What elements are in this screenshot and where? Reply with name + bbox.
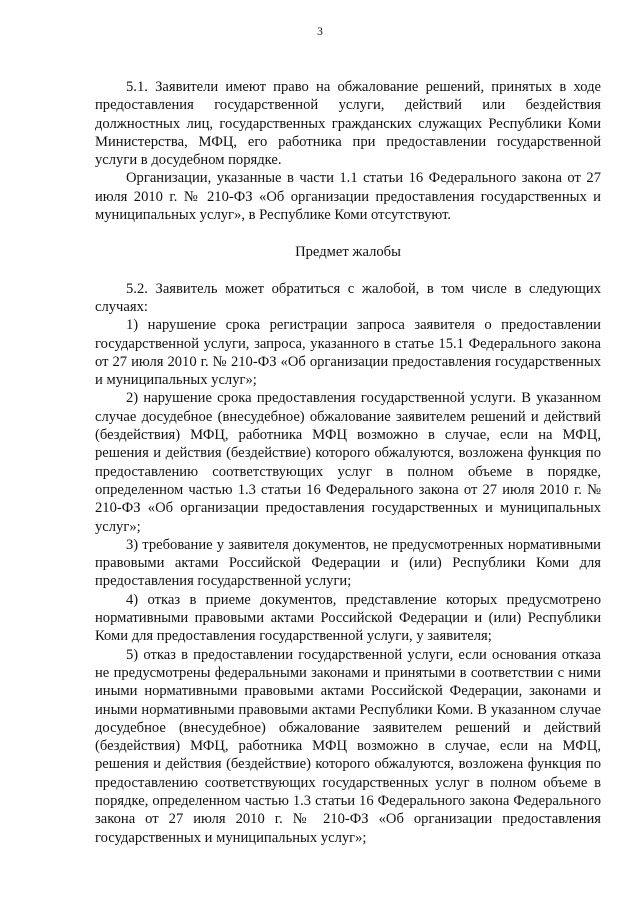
list-item-5: 5) отказ в предоставлении государственной услуги, если основания отказа не предусмотрены федеральными законами и принятыми в соответствии с ними иными нормативными правовыми актами Российской Федерации, законами и иными нормативными правовыми актами Республики Коми. В указанном случае досудебное (внесудебное) обжалование заявителем решений и действий (бездействия) МФЦ, работника МФЦ возможно в случае, если на МФЦ, решения и действия (бездействие) которого обжалуются, возложена функция по предоставлению соответствующих государственных услуг в полном объеме в порядке, определенном частью 1.3 статьи 16 Федерального закона Федерального закона от 27 июля 2010 г. № 210-ФЗ «Об организации предоставления государственных и муниципальных услуг»; [95,646,601,846]
organizations-paragraph: Организации, указанные в части 1.1 статьи 16 Федерального закона от 27 июля 2010 г. № 210-ФЗ «Об организации предоставления государственных и муниципальных услуг», в Республике Коми отсутствуют. [95,170,601,224]
list-item-2: 2) нарушение срока предоставления государственной услуги. В указанном случае досудебное (внесудебное) обжалование заявителем решений и действий (бездействия) МФЦ, работника МФЦ возможно в случае, если на МФЦ, решения и действия (бездействие) которого обжалуются, возложена функция по предоставлению соответствующих услуг в полном объеме в порядке, определенном частью 1.3 статьи 16 Федерального закона от 27 июля 2010 г. № 210-ФЗ «Об организации предоставления государственных и муниципальных услуг»; [95,390,601,535]
document-body [95,78,601,847]
list-item-3: 3) требование у заявителя документов, не предусмотренных нормативными правовыми актами Российской Федерации и (или) Республики Коми для предоставления государственной услуги; [95,536,601,590]
list-item-1: 1) нарушение срока регистрации запроса заявителя о предоставлении государственной услуги, запроса, указанного в статье 15.1 Федерального закона от 27 июля 2010 г. № 210-ФЗ «Об организации предоставления государственных и муниципальных услуг»; [95,317,601,389]
section-heading: Предмет жалобы [295,244,401,261]
page-number: 3 [317,26,323,38]
section-5-2-intro: 5.2. Заявитель может обратиться с жалобой, в том числе в следующих случаях: [95,280,601,315]
section-5-1-paragraph: 5.1. Заявители имеют право на обжалование решений, принятых в ходе предоставления государственной услуги, действий или бездействия должностных лиц, государственных гражданских служащих Республики Коми Министерства, МФЦ, его работника при предоставлении государственной услуги в досудебном порядке. [95,79,601,169]
list-item-4: 4) отказ в приеме документов, представление которых предусмотрено нормативными правовыми актами Российской Федерации и (или) Республики Коми для предоставления государственной услуги, у заявителя; [95,591,601,645]
